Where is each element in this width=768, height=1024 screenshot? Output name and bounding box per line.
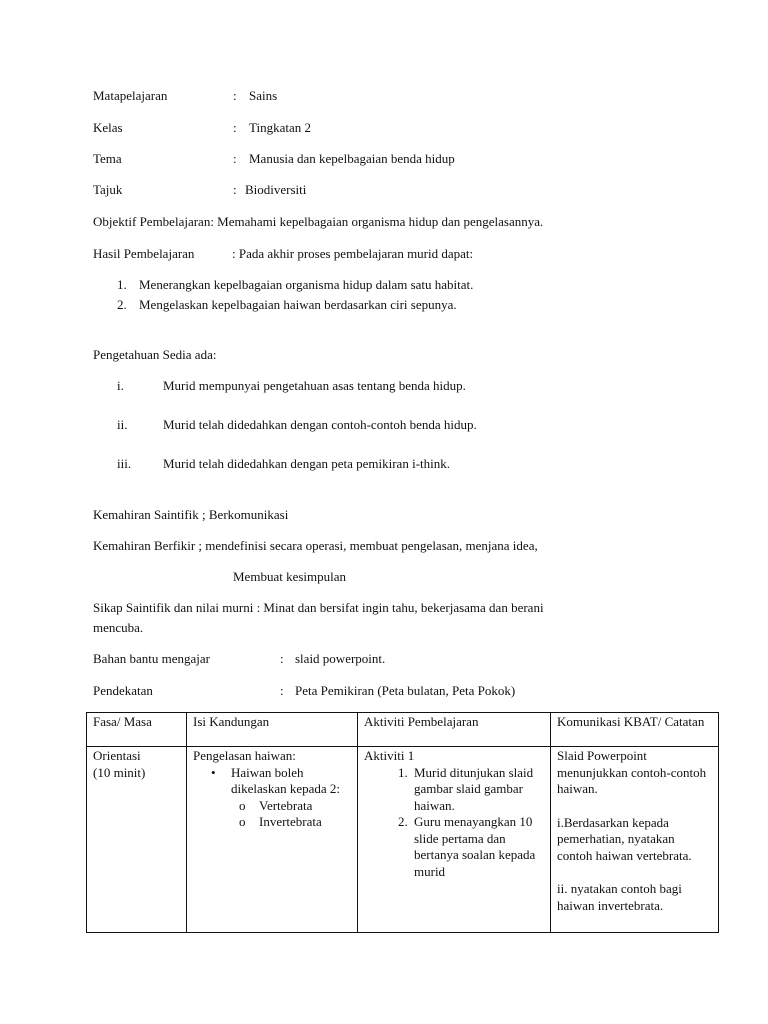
list-item: 1. Murid ditunjukan slaid gambar slaid gambar haiwan. <box>411 765 545 815</box>
content-cell <box>187 747 358 933</box>
activity-title: Aktiviti 1 <box>364 748 415 763</box>
header-phase: Fasa/ Masa <box>87 713 187 747</box>
header-activity: Aktiviti Pembelajaran <box>358 713 551 747</box>
header-content: Isi Kandungan <box>187 713 358 747</box>
thinking-skills: Kemahiran Berfikir ; mendefinisi secara operasi, membuat pengelasan, menjana idea, <box>93 538 538 553</box>
prior-item-num: i. <box>117 378 124 393</box>
objective-text: Objektif Pembelajaran: Memahami kepelbagaian organisma hidup dan pengelasannya. <box>93 214 544 229</box>
class-label: Kelas <box>93 120 123 135</box>
title-colon: : <box>233 182 237 197</box>
content-bullet-text: Haiwan boleh dikelaskan kepada 2: <box>231 764 341 796</box>
table-row <box>87 747 719 933</box>
table-header-row <box>87 713 719 747</box>
prior-item-text: Murid telah didedahkan dengan contoh-contoh benda hidup. <box>163 417 477 432</box>
title-label: Tajuk <box>93 182 123 197</box>
title-value: Biodiversiti <box>245 182 307 197</box>
theme-label: Tema <box>93 151 122 166</box>
phase-duration: (10 minit) <box>93 764 146 780</box>
materials-value: slaid powerpoint. <box>295 651 386 666</box>
class-colon: : <box>233 120 237 135</box>
lesson-plan-table <box>86 712 719 933</box>
activity-cell <box>358 747 551 933</box>
outcome-item-text: Mengelaskan kepelbagaian haiwan berdasarkan ciri sepunya. <box>139 297 457 312</box>
phase-name: Orientasi <box>93 748 141 763</box>
header-notes: Komunikasi KBAT/ Catatan <box>551 713 719 747</box>
outcome-value: : Pada akhir proses pembelajaran murid dapat: <box>232 246 474 261</box>
phase-cell <box>87 747 187 933</box>
subject-colon: : <box>233 88 237 103</box>
list-item: o Invertebrata <box>259 814 352 831</box>
prior-title: Pengetahuan Sedia ada: <box>93 347 217 362</box>
outcome-item-num: 1. <box>117 277 127 292</box>
outcome-item-num: 2. <box>117 297 127 312</box>
class-value: Tingkatan 2 <box>249 120 311 135</box>
subject-value: Sains <box>249 88 278 103</box>
list-item: o Vertebrata <box>259 798 352 815</box>
thinking-skills-cont: Membuat kesimpulan <box>233 569 347 584</box>
subject-label: Matapelajaran <box>93 88 168 103</box>
approach-label: Pendekatan <box>93 683 153 698</box>
notes-item: i.Berdasarkan kepada pemerhatian, nyatakan contoh haiwan vertebrata. <box>557 814 692 863</box>
prior-item-num: ii. <box>117 417 128 432</box>
notes-cell <box>551 747 719 933</box>
content-title: Pengelasan haiwan: <box>193 748 296 763</box>
prior-item-text: Murid telah didedahkan dengan peta pemikiran i-think. <box>163 456 450 471</box>
outcome-label: Hasil Pembelajaran <box>93 246 195 261</box>
scientific-skills: Kemahiran Saintifik ; Berkomunikasi <box>93 507 289 522</box>
materials-colon: : <box>280 651 284 666</box>
attitude-line2: mencuba. <box>93 620 144 635</box>
list-item: 2. Guru menayangkan 10 slide pertama dan bertanya soalan kepada murid <box>411 814 545 880</box>
attitude-line1: Sikap Saintifik dan nilai murni : Minat dan bersifat ingin tahu, bekerjasama dan berani <box>93 600 544 615</box>
theme-colon: : <box>233 151 237 166</box>
approach-value: Peta Pemikiran (Peta bulatan, Peta Pokok) <box>295 683 516 698</box>
approach-colon: : <box>280 683 284 698</box>
outcome-item-text: Menerangkan kepelbagaian organisma hidup dalam satu habitat. <box>139 277 474 292</box>
prior-item-num: iii. <box>117 456 132 471</box>
notes-item: ii. nyatakan contoh bagi haiwan invertebrata. <box>557 881 682 913</box>
theme-value: Manusia dan kepelbagaian benda hidup <box>249 151 455 166</box>
prior-item-text: Murid mempunyai pengetahuan asas tentang benda hidup. <box>163 378 466 393</box>
notes-item: Slaid Powerpoint menunjukkan contoh-contoh haiwan. <box>557 748 707 796</box>
materials-label: Bahan bantu mengajar <box>93 651 210 666</box>
list-item <box>231 765 352 831</box>
